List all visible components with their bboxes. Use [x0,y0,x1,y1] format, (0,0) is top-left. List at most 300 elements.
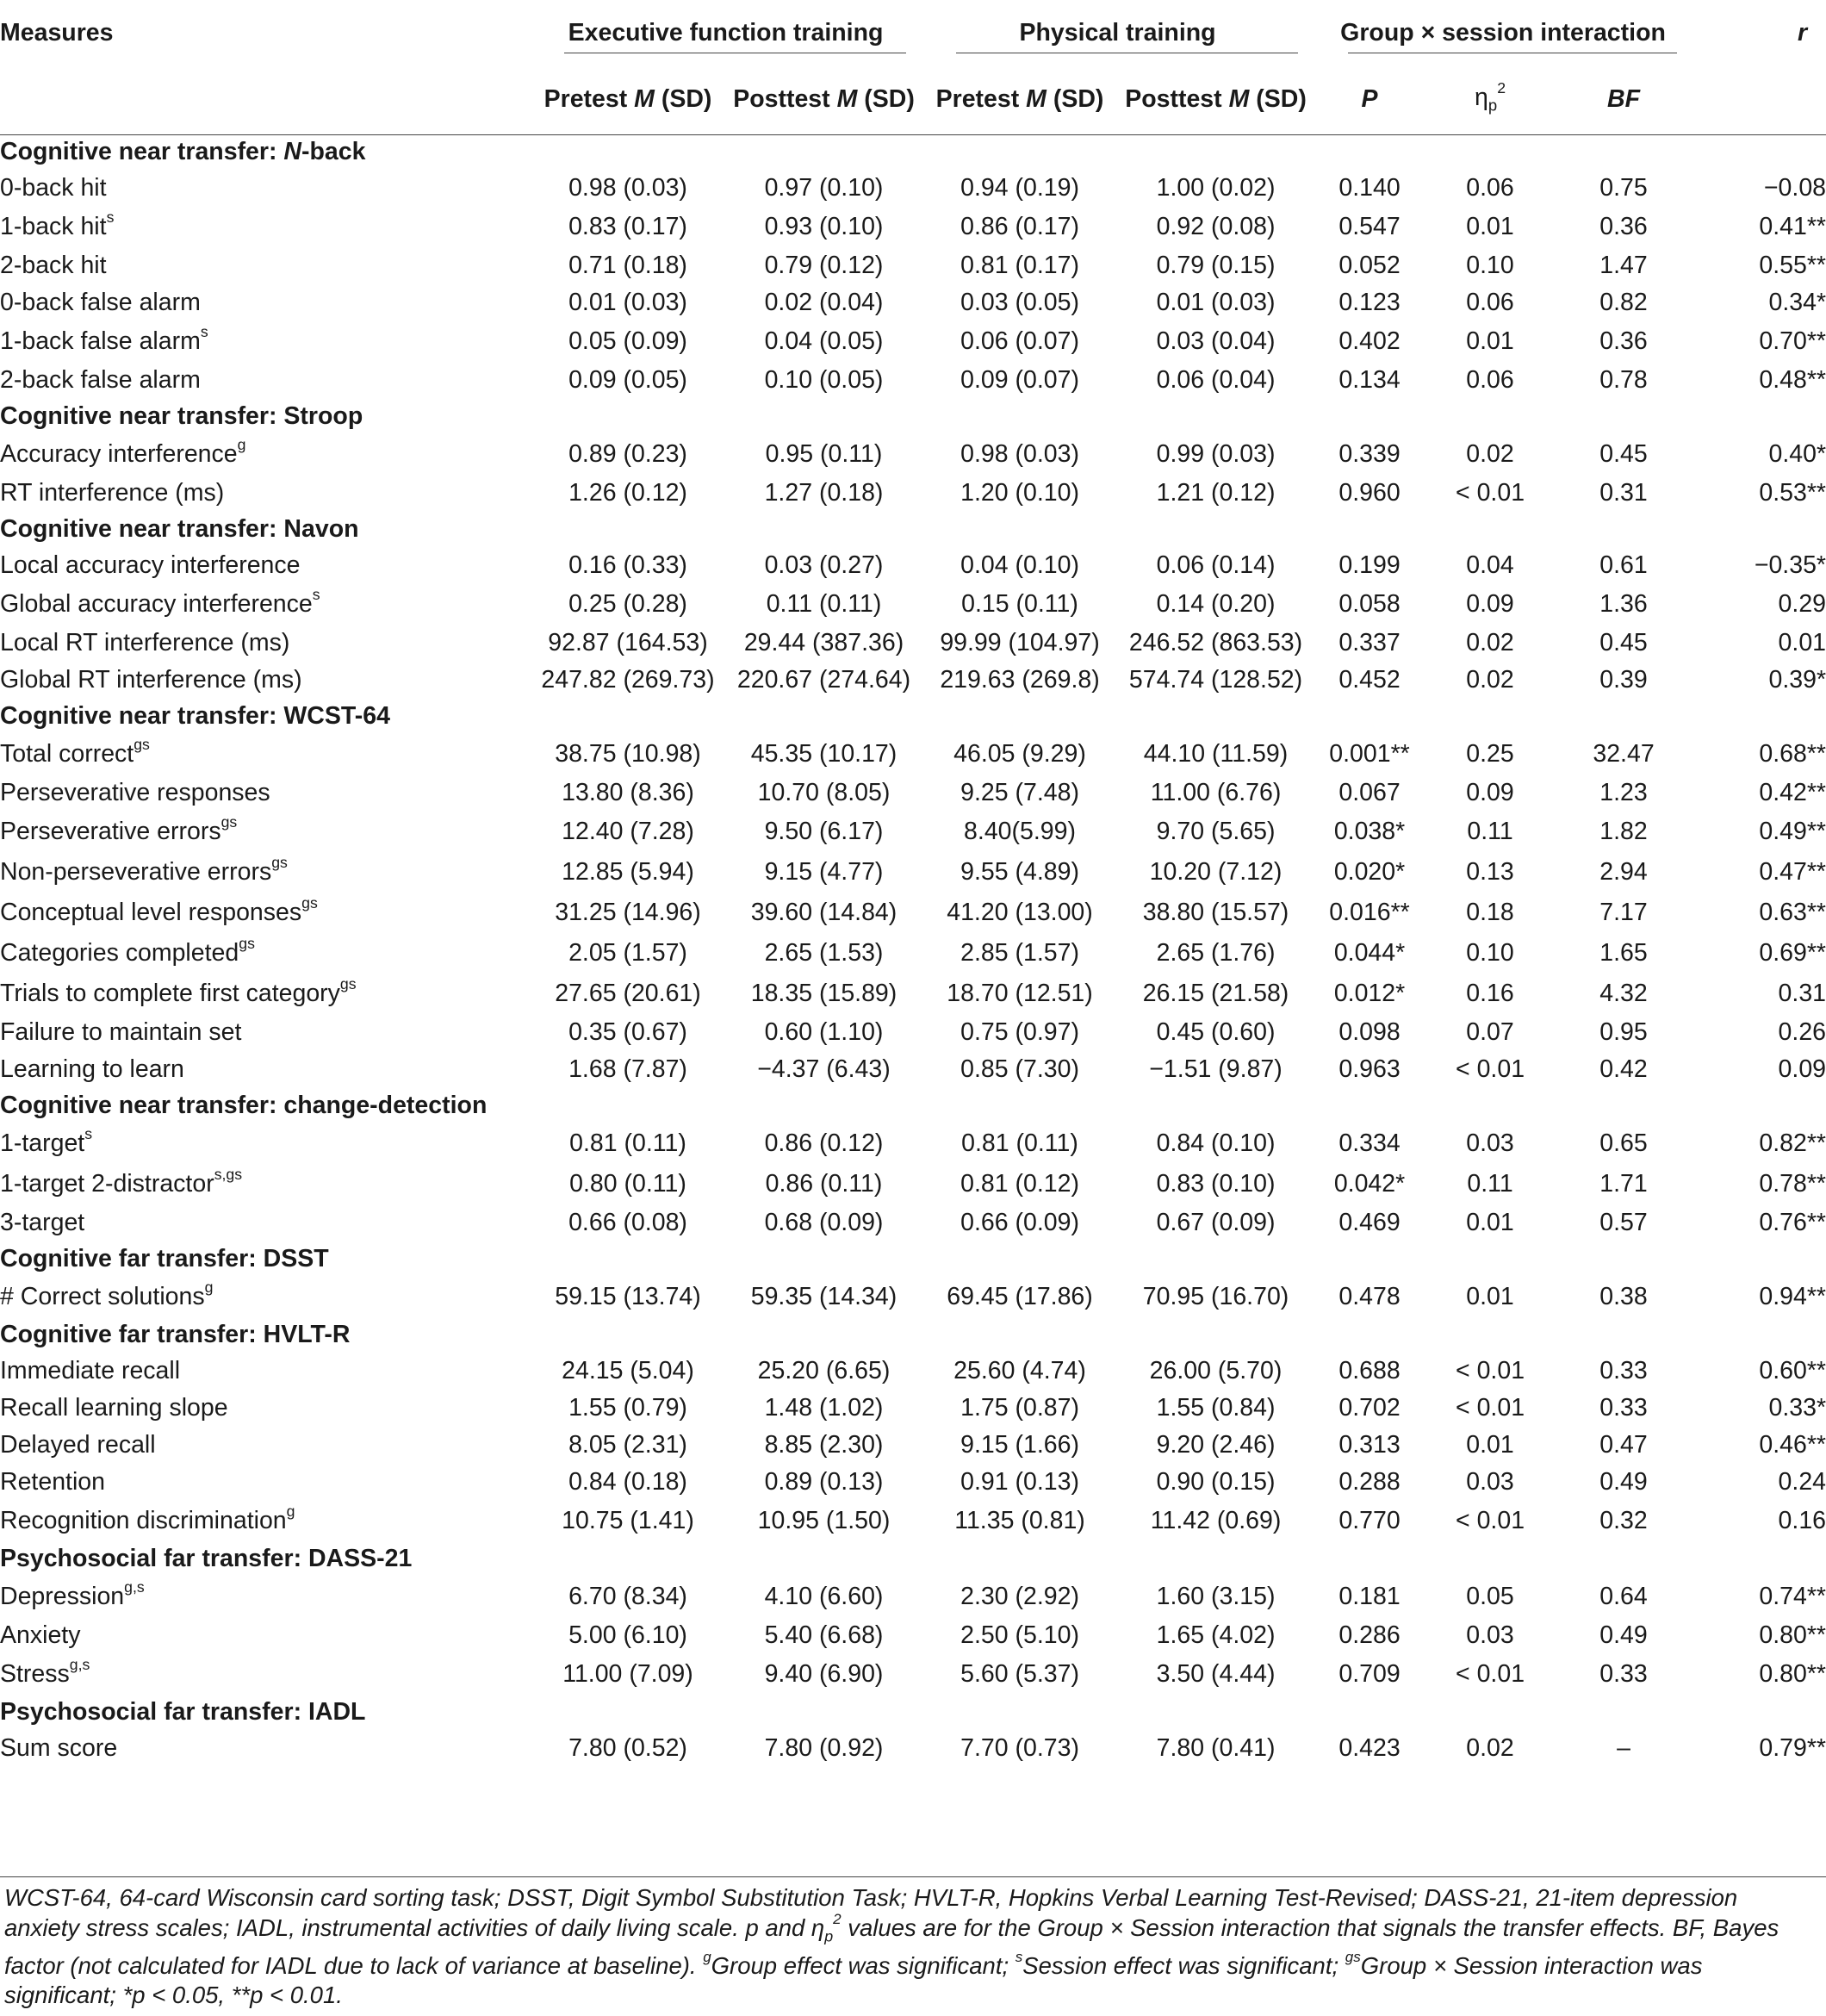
cell-r-value: 0.01 [1778,629,1826,656]
cell-pt-pretest: 0.85 (7.30) [960,1055,1079,1083]
cell-bayes-factor: 0.39 [1599,666,1648,694]
cell-eta-squared: < 0.01 [1456,479,1525,507]
table-row [0,893,1826,933]
cell-pt-pretest: 1.20 (0.10) [960,479,1079,507]
cell-ef-posttest: 0.93 (0.10) [764,213,884,240]
cell-ef-pretest: 0.05 (0.09) [568,327,687,355]
cell-bayes-factor: 0.45 [1599,629,1648,656]
cell-pt-posttest: 2.65 (1.76) [1156,939,1276,967]
cell-pt-pretest: 1.75 (0.87) [960,1394,1079,1422]
cell-bayes-factor: 1.82 [1599,818,1648,845]
cell-eta-squared: 0.04 [1466,551,1514,579]
cell-pt-posttest: 1.00 (0.02) [1156,174,1276,202]
cell-eta-squared: 0.10 [1466,939,1514,967]
cell-r-value: 0.41** [1759,213,1826,240]
cell-eta-squared: 0.01 [1466,327,1514,355]
cell-ef-pretest: 13.80 (8.36) [562,779,694,806]
cell-pt-pretest: 0.04 (0.10) [960,551,1079,579]
table-row [0,1617,1826,1654]
cell-r-value: 0.31 [1778,980,1826,1007]
row-label: Anxiety [0,1621,81,1649]
cell-bayes-factor: 0.31 [1599,479,1648,507]
cell-ef-pretest: 0.71 (0.18) [568,252,687,279]
cell-p-value: 0.402 [1338,327,1401,355]
table-row [0,1204,1826,1241]
cell-p-value: 0.038* [1333,818,1406,845]
row-label: Sum score [0,1734,118,1762]
table-row [0,247,1826,284]
cell-ef-posttest: 0.68 (0.09) [764,1209,884,1236]
cell-pt-posttest: 0.84 (0.10) [1156,1129,1276,1157]
row-label: 3-target [0,1209,85,1236]
cell-eta-squared: < 0.01 [1456,1055,1525,1083]
cell-pt-pretest: 9.55 (4.89) [960,858,1079,886]
row-label: RT interference (ms) [0,479,225,507]
cell-ef-pretest: 1.26 (0.12) [568,479,687,507]
cell-r-value: 0.74** [1759,1583,1826,1610]
cell-bayes-factor: 0.61 [1599,551,1648,579]
cell-pt-pretest: 9.25 (7.48) [960,779,1079,806]
cell-r-value: 0.26 [1778,1018,1826,1046]
cell-bayes-factor: 0.36 [1599,327,1648,355]
row-label: Total correct$^{gs}$ [0,735,150,768]
row-label: Accuracy interference$^g$ [0,435,246,468]
section-header [0,399,1826,434]
cell-p-value: 0.709 [1338,1660,1401,1688]
cell-pt-pretest: 2.30 (2.92) [960,1583,1079,1610]
cell-ef-posttest: 5.40 (6.68) [764,1621,884,1649]
cell-bayes-factor: 0.57 [1599,1209,1648,1236]
row-label: Recognition discrimination$^g$ [0,1502,295,1534]
cell-bayes-factor: 1.65 [1599,939,1648,967]
cell-eta-squared: 0.02 [1466,1734,1514,1762]
table-row [0,775,1826,812]
cell-p-value: 0.140 [1338,174,1401,202]
cell-ef-pretest: 0.35 (0.67) [568,1018,687,1046]
cell-pt-pretest: 0.81 (0.12) [960,1170,1079,1198]
cell-pt-pretest: 0.81 (0.17) [960,252,1079,279]
cell-r-value: 0.34* [1768,289,1826,316]
cell-r-value: 0.76** [1759,1209,1826,1236]
cell-pt-posttest: 0.67 (0.09) [1156,1209,1276,1236]
cell-ef-pretest: 59.15 (13.74) [555,1283,701,1310]
cell-ef-posttest: 45.35 (10.17) [750,740,897,768]
cell-p-value: 0.052 [1338,252,1401,279]
header-row-groups [0,0,1826,65]
cell-ef-posttest: 39.60 (14.84) [750,899,897,926]
cell-p-value: 0.334 [1338,1129,1401,1157]
cell-eta-squared: 0.10 [1466,252,1514,279]
cell-ef-pretest: 0.66 (0.08) [568,1209,687,1236]
cell-ef-pretest: 7.80 (0.52) [568,1734,687,1762]
cell-pt-posttest: 9.70 (5.65) [1156,818,1276,845]
cell-bayes-factor: 2.94 [1599,858,1648,886]
table-row [0,284,1826,321]
row-label: 0-back hit [0,174,107,202]
section-header [0,1541,1826,1577]
header-pt-pretest: Pretest M (SD) [922,65,1118,134]
cell-pt-posttest: 11.00 (6.76) [1150,779,1282,806]
cell-eta-squared: 0.06 [1466,289,1514,316]
cell-p-value: 0.770 [1338,1507,1401,1534]
cell-ef-posttest: 1.48 (1.02) [764,1394,884,1422]
table-row [0,1123,1826,1164]
cell-r-value: −0.08 [1763,174,1826,202]
cell-eta-squared: 0.11 [1467,1170,1513,1198]
cell-r-value: 0.70** [1759,327,1826,355]
section-title: Psychosocial far transfer: IADL [0,1698,366,1726]
row-label: 1-back false alarm$^s$ [0,322,208,355]
cell-ef-posttest: 4.10 (6.60) [764,1583,884,1610]
footnote-line-1: WCST-64, 64-card Wisconsin card sorting task; DSST, Digit Symbol Substitution Task; HVLT-R, Hopkins Verbal Learning Test-Revised; DASS-21, 21-item depression [4,1884,1738,1911]
table-row [0,812,1826,852]
cell-bayes-factor: 7.17 [1599,899,1648,926]
cell-bayes-factor: 32.47 [1593,740,1655,768]
table-row [0,1501,1826,1541]
cell-ef-posttest: 0.86 (0.12) [764,1129,884,1157]
row-label: # Correct solutions$^g$ [0,1278,214,1310]
table-row [0,1464,1826,1501]
section-header [0,1317,1826,1353]
cell-eta-squared: 0.06 [1466,174,1514,202]
cell-p-value: 0.067 [1338,779,1401,806]
cell-r-value: 0.47** [1759,858,1826,886]
cell-pt-posttest: 0.83 (0.10) [1156,1170,1276,1198]
cell-r-value: 0.42** [1759,779,1826,806]
cell-bayes-factor: 0.82 [1599,289,1648,316]
cell-pt-pretest: 0.86 (0.17) [960,213,1079,240]
cell-r-value: 0.82** [1759,1129,1826,1157]
cell-ef-pretest: 38.75 (10.98) [555,740,701,768]
cell-pt-pretest: 0.03 (0.05) [960,289,1079,316]
cell-eta-squared: < 0.01 [1456,1357,1525,1384]
table-row [0,974,1826,1014]
cell-ef-posttest: 0.10 (0.05) [764,366,884,394]
table-body [0,134,1826,1767]
cell-eta-squared: 0.03 [1466,1621,1514,1649]
section-header [0,1241,1826,1277]
cell-bayes-factor: 0.78 [1599,366,1648,394]
row-label: Perseverative responses [0,779,270,806]
cell-pt-pretest: 18.70 (12.51) [947,980,1093,1007]
cell-bayes-factor: 0.47 [1599,1431,1648,1459]
table-row [0,1014,1826,1051]
cell-eta-squared: < 0.01 [1456,1507,1525,1534]
table-footnote [4,1883,1822,2011]
cell-ef-pretest: 0.81 (0.11) [569,1129,686,1157]
cell-ef-pretest: 0.09 (0.05) [568,366,687,394]
cell-pt-posttest: 0.06 (0.14) [1156,551,1276,579]
cell-eta-squared: < 0.01 [1456,1660,1525,1688]
cell-pt-posttest: 10.20 (7.12) [1149,858,1283,886]
cell-r-value: 0.63** [1759,899,1826,926]
cell-pt-posttest: 0.06 (0.04) [1156,366,1276,394]
cell-ef-posttest: 0.02 (0.04) [764,289,884,316]
cell-pt-pretest: 0.06 (0.07) [960,327,1079,355]
row-label: 1-target$^s$ [0,1124,93,1157]
cell-eta-squared: 0.01 [1466,1431,1514,1459]
cell-eta-squared: 0.01 [1466,1283,1514,1310]
cell-r-value: 0.16 [1778,1507,1826,1534]
cell-ef-posttest: 0.89 (0.13) [764,1468,884,1496]
cell-pt-posttest: 0.01 (0.03) [1156,289,1276,316]
section-header [0,512,1826,547]
row-label: Stress$^{g,s}$ [0,1655,90,1688]
cell-pt-pretest: 99.99 (104.97) [940,629,1100,656]
cell-ef-posttest: 8.85 (2.30) [764,1431,884,1459]
cell-bayes-factor: 0.64 [1599,1583,1648,1610]
cell-ef-posttest: 0.79 (0.12) [764,252,884,279]
cell-ef-posttest: −4.37 (6.43) [757,1055,891,1083]
cell-ef-pretest: 12.85 (5.94) [562,858,694,886]
cell-p-value: 0.963 [1338,1055,1401,1083]
cell-ef-posttest: 220.67 (274.64) [736,666,911,694]
cell-r-value: −0.35* [1754,551,1826,579]
cell-pt-pretest: 46.05 (9.29) [953,740,1086,768]
cell-ef-posttest: 0.60 (1.10) [764,1018,884,1046]
cell-ef-posttest: 9.40 (6.90) [764,1660,884,1688]
header-eta: $\eta_p^2$ [1425,65,1555,134]
cell-ef-pretest: 10.75 (1.41) [562,1507,694,1534]
cell-p-value: 0.058 [1338,590,1401,618]
cell-ef-posttest: 7.80 (0.92) [764,1734,884,1762]
table-row [0,1164,1826,1204]
cell-pt-posttest: 0.79 (0.15) [1156,252,1276,279]
cell-pt-posttest: 70.95 (16.70) [1142,1283,1289,1310]
table-row [0,1427,1826,1464]
cell-bayes-factor: 0.49 [1599,1621,1648,1649]
cell-eta-squared: 0.03 [1466,1129,1514,1157]
cell-ef-posttest: 59.35 (14.34) [750,1283,897,1310]
header-physical-training-label: Physical training [1019,18,1216,47]
row-label: 2-back hit [0,252,107,279]
cell-pt-pretest: 2.50 (5.10) [960,1621,1079,1649]
cell-ef-pretest: 1.55 (0.79) [568,1394,687,1422]
cell-p-value: 0.423 [1338,1734,1401,1762]
cell-p-value: 0.688 [1338,1357,1401,1384]
cell-pt-posttest: 0.45 (0.60) [1156,1018,1276,1046]
cell-ef-pretest: 0.01 (0.03) [568,289,687,316]
cell-pt-pretest: 9.15 (1.66) [960,1431,1079,1459]
cell-bayes-factor: 1.23 [1599,779,1648,806]
row-label: Delayed recall [0,1431,156,1459]
header-blank-r [1692,65,1826,134]
row-label: Global RT interference (ms) [0,666,302,694]
table-row [0,625,1826,662]
cell-pt-pretest: 7.70 (0.73) [960,1734,1079,1762]
cell-ef-posttest: 10.95 (1.50) [757,1507,891,1534]
header-ef-posttest: Posttest M (SD) [726,65,922,134]
cell-p-value: 0.098 [1338,1018,1401,1046]
header-row-columns [0,65,1826,134]
cell-eta-squared: 0.03 [1466,1468,1514,1496]
cell-bayes-factor: 0.33 [1599,1394,1648,1422]
row-label: Perseverative errors$^{gs}$ [0,812,238,845]
row-label: Global accuracy interference$^s$ [0,585,320,618]
section-title: Cognitive near transfer: N-back [0,138,366,166]
cell-pt-posttest: 9.20 (2.46) [1156,1431,1276,1459]
cell-pt-posttest: 574.74 (128.52) [1128,666,1303,694]
cell-pt-posttest: 1.60 (3.15) [1156,1583,1276,1610]
header-interaction-label: Group × session interaction [1340,18,1666,47]
table-row [0,434,1826,475]
cell-ef-pretest: 6.70 (8.34) [568,1583,687,1610]
footnote-line-2: anxiety stress scales; IADL, instrumental activities of daily living scale. p and $\eta_p^2$ values are for the Group × Session interaction that signals the transfer effects. BF, Bayes [4,1910,1779,1944]
cell-pt-posttest: 0.90 (0.15) [1156,1468,1276,1496]
cell-p-value: 0.337 [1338,629,1401,656]
section-title: Cognitive near transfer: Navon [0,515,359,543]
section-title: Cognitive near transfer: Stroop [0,402,363,430]
cell-bayes-factor: 0.32 [1599,1507,1648,1534]
cell-ef-posttest: 18.35 (15.89) [750,980,897,1007]
cell-pt-pretest: 0.98 (0.03) [960,440,1079,468]
cell-p-value: 0.134 [1338,366,1401,394]
cell-ef-posttest: 9.50 (6.17) [764,818,884,845]
section-title: Cognitive near transfer: WCST-64 [0,702,390,730]
table-row [0,1654,1826,1695]
cell-ef-pretest: 0.83 (0.17) [568,213,687,240]
header-interaction [1314,0,1692,65]
cell-p-value: 0.960 [1338,479,1401,507]
cell-r-value: 0.69** [1759,939,1826,967]
cell-bayes-factor: 0.49 [1599,1468,1648,1496]
cell-r-value: 0.60** [1759,1357,1826,1384]
table-row [0,662,1826,699]
cell-ef-pretest: 2.05 (1.57) [568,939,687,967]
cell-bayes-factor: 4.32 [1599,980,1648,1007]
cell-pt-posttest: 0.92 (0.08) [1156,213,1276,240]
table-row [0,1390,1826,1427]
header-measures: Measures [0,18,114,47]
cell-p-value: 0.702 [1338,1394,1401,1422]
table-row [0,170,1826,207]
cell-pt-posttest: 0.03 (0.04) [1156,327,1276,355]
cell-bayes-factor: 0.33 [1599,1357,1648,1384]
cell-r-value: 0.78** [1759,1170,1826,1198]
cell-eta-squared: 0.02 [1466,629,1514,656]
cell-p-value: 0.478 [1338,1283,1401,1310]
cell-pt-posttest: 44.10 (11.59) [1143,740,1289,768]
cell-ef-posttest: 0.11 (0.11) [766,590,882,618]
section-header [0,699,1826,734]
table-row [0,1577,1826,1617]
cell-eta-squared: 0.05 [1466,1583,1514,1610]
cell-eta-squared: 0.09 [1466,779,1514,806]
cell-pt-posttest: 1.65 (4.02) [1156,1621,1276,1649]
cell-eta-squared: 0.07 [1466,1018,1514,1046]
cell-r-value: 0.40* [1768,440,1826,468]
cell-eta-squared: 0.06 [1466,366,1514,394]
row-label: Depression$^{g,s}$ [0,1577,145,1610]
row-label: 1-back hit$^s$ [0,208,115,240]
cell-p-value: 0.012* [1333,980,1406,1007]
cell-eta-squared: 0.01 [1466,1209,1514,1236]
cell-pt-pretest: 41.20 (13.00) [947,899,1093,926]
cell-pt-posttest: 1.55 (0.84) [1156,1394,1276,1422]
cell-bayes-factor: 0.36 [1599,213,1648,240]
header-ef-training-label: Executive function training [568,18,884,47]
header-blank [0,65,530,134]
cell-ef-posttest: 25.20 (6.65) [757,1357,891,1384]
cell-p-value: 0.199 [1338,551,1401,579]
table-row [0,321,1826,362]
cell-pt-pretest: 0.66 (0.09) [960,1209,1079,1236]
cell-p-value: 0.452 [1338,666,1401,694]
section-header [0,1695,1826,1730]
row-label: Retention [0,1468,106,1496]
cell-r-value: 0.94** [1759,1283,1826,1310]
header-r: r [1797,18,1808,47]
cell-bayes-factor: 1.47 [1599,252,1648,279]
cell-eta-squared: 0.01 [1466,213,1514,240]
cell-ef-pretest: 5.00 (6.10) [568,1621,687,1649]
row-label: Trials to complete first category$^{gs}$ [0,974,357,1007]
row-label: Non-perseverative errors$^{gs}$ [0,853,288,886]
cell-r-value: 0.53** [1759,479,1826,507]
cell-eta-squared: 0.16 [1466,980,1514,1007]
cell-pt-pretest: 0.81 (0.11) [961,1129,1078,1157]
footnote-line-3: factor (not calculated for IADL due to lack of variance at baseline). $^g$Group effect was significant; $^s$Session effect was significant; $^{gs}$Group × Session interaction was [4,1948,1703,1979]
cell-pt-pretest: 219.63 (269.8) [940,666,1100,694]
cell-r-value: 0.46** [1759,1431,1826,1459]
cell-pt-posttest: 38.80 (15.57) [1142,899,1289,926]
cell-ef-pretest: 27.65 (20.61) [555,980,701,1007]
cell-r-value: 0.49** [1759,818,1826,845]
cell-r-value: 0.68** [1759,740,1826,768]
cell-ef-posttest: 0.04 (0.05) [764,327,884,355]
header-bf: BF [1555,65,1692,134]
cell-pt-pretest: 2.85 (1.57) [960,939,1079,967]
table-row [0,1051,1826,1088]
cell-eta-squared: 0.11 [1467,818,1513,845]
cell-bayes-factor: 0.45 [1599,440,1648,468]
cell-eta-squared: 0.02 [1466,440,1514,468]
cell-pt-pretest: 0.75 (0.97) [960,1018,1079,1046]
cell-ef-posttest: 0.95 (0.11) [765,440,883,468]
cell-p-value: 0.016** [1329,899,1410,926]
table-row [0,207,1826,247]
row-label: Local accuracy interference [0,551,301,579]
cell-ef-pretest: 92.87 (164.53) [548,629,708,656]
section-header [0,134,1826,170]
cell-p-value: 0.042* [1333,1170,1406,1198]
cell-ef-pretest: 0.98 (0.03) [568,174,687,202]
cell-r-value: 0.80** [1759,1660,1826,1688]
cell-ef-posttest: 0.03 (0.27) [764,551,884,579]
cell-bayes-factor: 0.33 [1599,1660,1648,1688]
cell-ef-posttest: 9.15 (4.77) [764,858,884,886]
cell-ef-posttest: 1.27 (0.18) [764,479,884,507]
row-label: 1-target 2-distractor$^{s,gs}$ [0,1165,243,1198]
cell-r-value: 0.79** [1759,1734,1826,1762]
cell-bayes-factor: 0.65 [1599,1129,1648,1157]
cell-ef-pretest: 31.25 (14.96) [555,899,701,926]
cell-p-value: 0.044* [1333,939,1406,967]
cell-bayes-factor: 0.38 [1599,1283,1648,1310]
cell-bayes-factor: 0.95 [1599,1018,1648,1046]
section-title: Cognitive far transfer: DSST [0,1245,329,1272]
cell-pt-posttest: 246.52 (863.53) [1128,629,1303,656]
cell-ef-pretest: 1.68 (7.87) [568,1055,687,1083]
row-label: Failure to maintain set [0,1018,242,1046]
cell-pt-pretest: 5.60 (5.37) [960,1660,1079,1688]
cell-r-value: 0.55** [1759,252,1826,279]
cell-eta-squared: 0.09 [1466,590,1514,618]
cell-ef-pretest: 8.05 (2.31) [568,1431,687,1459]
cell-ef-posttest: 10.70 (8.05) [757,779,891,806]
cell-r-value: 0.33* [1768,1394,1826,1422]
section-header [0,1088,1826,1123]
